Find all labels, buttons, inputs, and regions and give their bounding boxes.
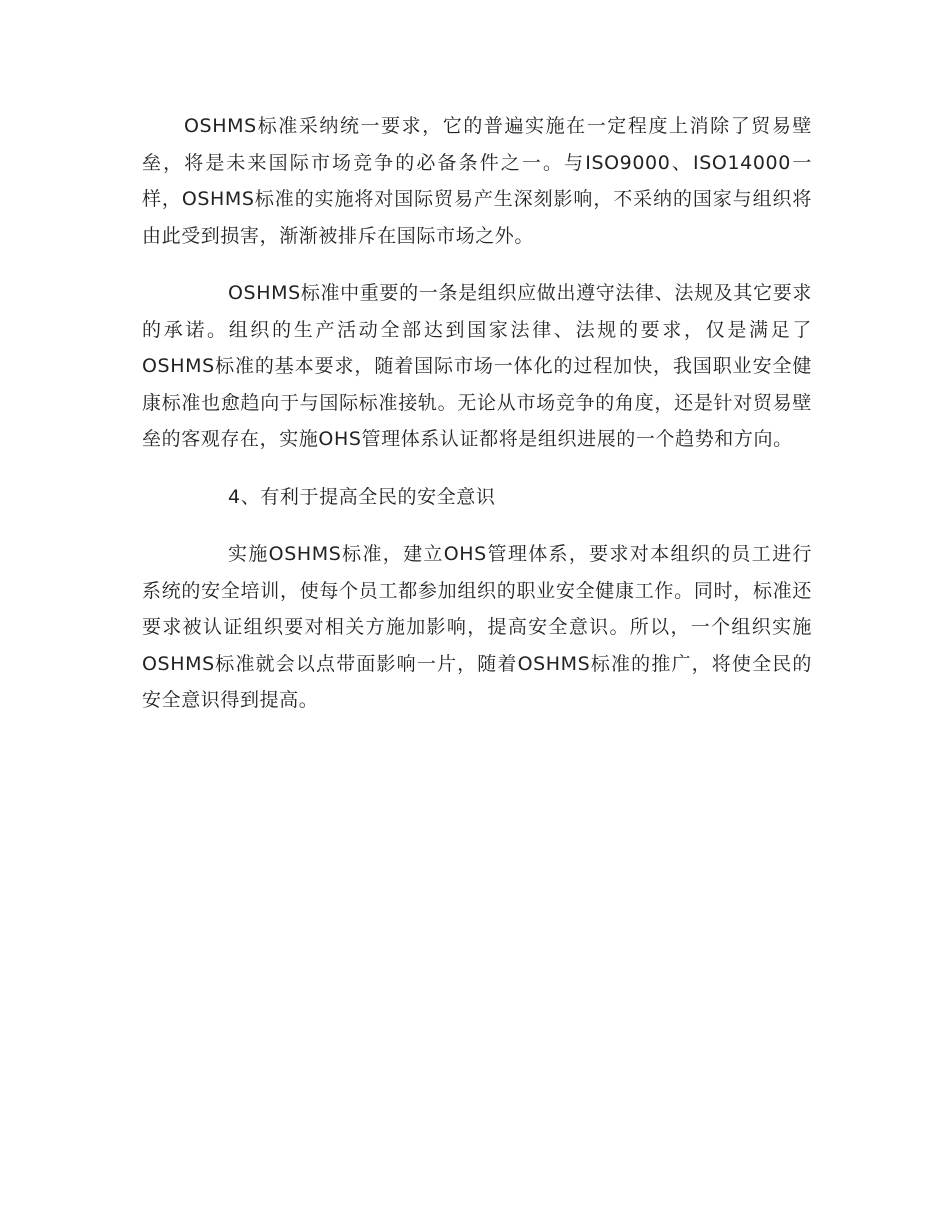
- paragraph-legal-compliance: OSHMS标准中重要的一条是组织应做出遵守法律、法规及其它要求的承诺。组织的生产活动全部达到国家法律、法规的要求，仅是满足了OSHMS标准的基本要求，随着国际市场一体化的过程加快，我国职业安全健康标准也愈趋向于与国际标准接轨。无论从市场竞争的角度，还是针对贸易壁垒的客观存在，实施OHS管理体系认证都将是组织进展的一个趋势和方向。: [142, 282, 812, 450]
- document-body: [142, 108, 812, 719]
- paragraph-safety-training: 实施OSHMS标准，建立OHS管理体系，要求对本组织的员工进行系统的安全培训，使每个员工都参加组织的职业安全健康工作。同时，标准还要求被认证组织要对相关方施加影响，提高安全意识。所以，一个组织实施OSHMS标准就会以点带面影响一片，随着OSHMS标准的推广，将使全民的安全意识得到提高。: [142, 543, 812, 711]
- section-heading-safety-awareness: 4、有利于提高全民的安全意识: [228, 485, 496, 508]
- paragraph-trade-barriers: OSHMS标准采纳统一要求，它的普遍实施在一定程度上消除了贸易壁垒，将是未来国际市场竞争的必备条件之一。与ISO9000、ISO14000一样，OSHMS标准的实施将对国际贸易产生深刻影响，不采纳的国家与组织将由此受到损害，渐渐被排斥在国际市场之外。: [142, 115, 812, 247]
